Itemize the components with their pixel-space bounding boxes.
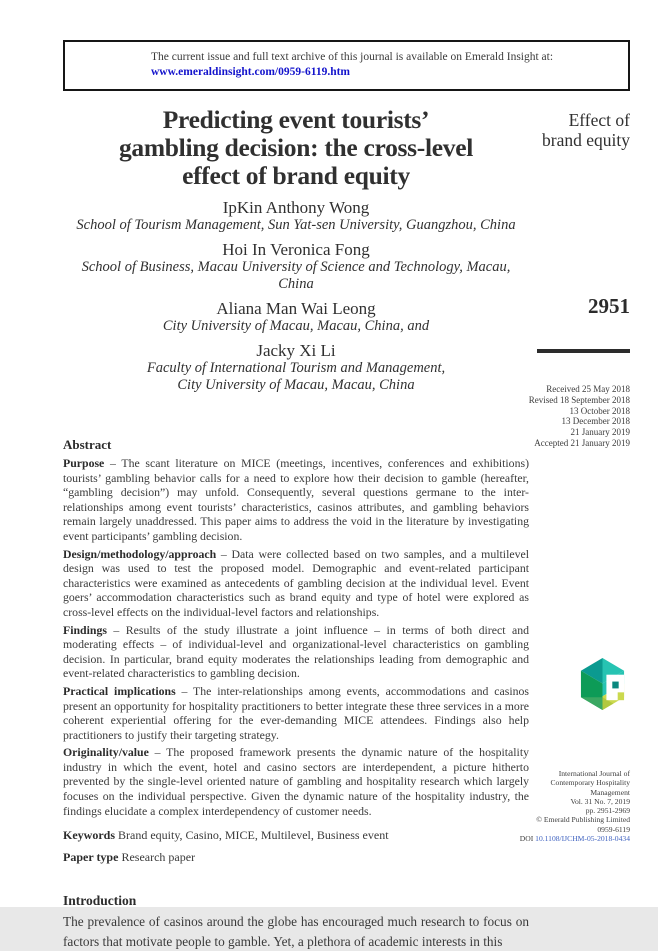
page-number: 2951 (588, 294, 630, 318)
abstract-label: Findings (63, 622, 107, 637)
history-line: Accepted 21 January 2019 (534, 437, 630, 448)
journal-title-line: Management (590, 787, 630, 797)
keywords-label: Keywords (63, 828, 115, 843)
emerald-logo-icon (578, 656, 627, 713)
sidebar-rule (537, 349, 630, 353)
journal-title-line: International Journal of (558, 769, 630, 778)
journal-archive-link[interactable]: www.emeraldinsight.com/0959-6119.htm (151, 66, 351, 78)
abstract-label: Purpose (63, 456, 105, 470)
paper-type-line (63, 850, 529, 865)
author-name: IpKin Anthony Wong (222, 198, 370, 217)
introduction-heading: Introduction (63, 893, 137, 909)
author-affiliation: School of Business, Macau University of Science and Technology, Macau, China (81, 259, 511, 292)
history-line: 21 January 2019 (570, 427, 630, 438)
abstract-purpose (63, 456, 529, 544)
journal-publisher: © Emerald Publishing Limited (536, 815, 630, 825)
author-name: Hoi In Veronica Fong (222, 240, 370, 259)
history-line: Revised 18 September 2018 (528, 394, 630, 405)
author-affiliation: Faculty of International Tourism and Management, (146, 360, 446, 376)
author-affiliation: School of Tourism Management, Sun Yat-sen University, Guangzhou, China (76, 217, 516, 233)
doi-label: DOI (519, 834, 536, 844)
abstract-heading: Abstract (63, 437, 112, 452)
abstract-findings (63, 623, 529, 681)
abstract-text: – Data were collected based on two samples, and a multilevel design was used to test the proposed model. Demographic and event-related participant characteristics were examined as antecedents of gambling decision at the individual level. Event goers’ accommodation characteristics such as brand equity and type of hotel were explored as cross-level effects on the individual-level factors and relationships. (63, 546, 529, 619)
history-line: 13 October 2018 (569, 405, 630, 416)
author-affiliation: City University of Macau, Macau, China, and (162, 318, 430, 334)
availability-banner (63, 40, 630, 91)
introduction-paragraph: The prevalence of casinos around the globe has encouraged much research to focus on factors that motivate people to gamble. Yet, a plethora of academic interests in this (63, 914, 529, 949)
journal-volume: Vol. 31 No. 7, 2019 (570, 796, 630, 806)
history-line: 13 December 2018 (561, 416, 630, 427)
abstract-label: Practical implications (63, 683, 176, 698)
abstract-design (63, 547, 529, 620)
journal-pages: pp. 2951-2969 (585, 806, 630, 816)
article-title-line: effect of brand equity (182, 161, 410, 190)
author-block (63, 198, 529, 394)
history-line: Received 25 May 2018 (546, 384, 630, 394)
journal-title-line: Contemporary Hospitality (550, 778, 630, 788)
abstract-label: Design/methodology/approach (63, 546, 217, 561)
article-title-line: Predicting event tourists’ (162, 105, 430, 134)
doi-link[interactable]: 10.1108/IJCHM-05-2018-0434 (535, 834, 630, 844)
publication-info (440, 769, 630, 843)
author-affiliation: City University of Macau, Macau, China (177, 377, 415, 393)
abstract-text: – The inter-relationships among events, accommodations and casinos present an opportunity for hospitality practitioners to better integrate these three services in a more coherent experiential offering for the ever-demanding MICE attendees. Findings also help practitioners to justify their targeting strategy. (63, 683, 529, 742)
abstract-text: – Results of the study illustrate a joint influence – in terms of both direct and moderating effects – of individual-level and organizational-level characteristics on gambling decision. In particular, brand equity moderates the relationships leading from demographic and event-related characteristics to gambling decision. (63, 622, 529, 681)
paper-type-value: Research paper (118, 850, 196, 865)
article-title-line: gambling decision: the cross-level (118, 133, 474, 162)
author-name: Aliana Man Wai Leong (216, 299, 376, 318)
running-head: Effect of brand equity (542, 110, 630, 150)
abstract-label: Originality/value (63, 745, 149, 760)
keywords-value: Brand equity, Casino, MICE, Multilevel, Business event (115, 828, 389, 843)
abstract-practical-implications (63, 684, 529, 742)
article-title (63, 106, 529, 190)
abstract-text: – The proposed framework presents the dynamic nature of the hospitality industry in which the event, hotel and casino sectors are interdependent, a picture hitherto prevented by the single-level oriented nature of gambling and hospitality research which largely focuses on the individual perspective. Given the dynamic nature of the hospitality industry, the findings elucidate a complex interdependency of customer needs. (63, 745, 529, 818)
abstract-text: – The scant literature on MICE (meetings, incentives, conferences and exhibitions) tourists’ gambling behavior calls for a need to explore how their decision to gamble (hereafter, “gambling decision”) may unfold. Consequently, several questions germane to the inter-relationships among event tourists’ characteristics, casinos attributes, and gambling behaviors remain largely unaddressed. This paper aims to address the void in the literature by investigating event participants’ gambling decision. (63, 456, 529, 543)
availability-text: The current issue and full text archive of this journal is available on Emerald Insight at: (151, 51, 554, 63)
article-history (440, 384, 630, 449)
paper-type-label: Paper type (63, 850, 119, 865)
doi-line (440, 834, 630, 843)
journal-issn: 0959-6119 (597, 824, 630, 834)
author-name: Jacky Xi Li (256, 341, 336, 360)
